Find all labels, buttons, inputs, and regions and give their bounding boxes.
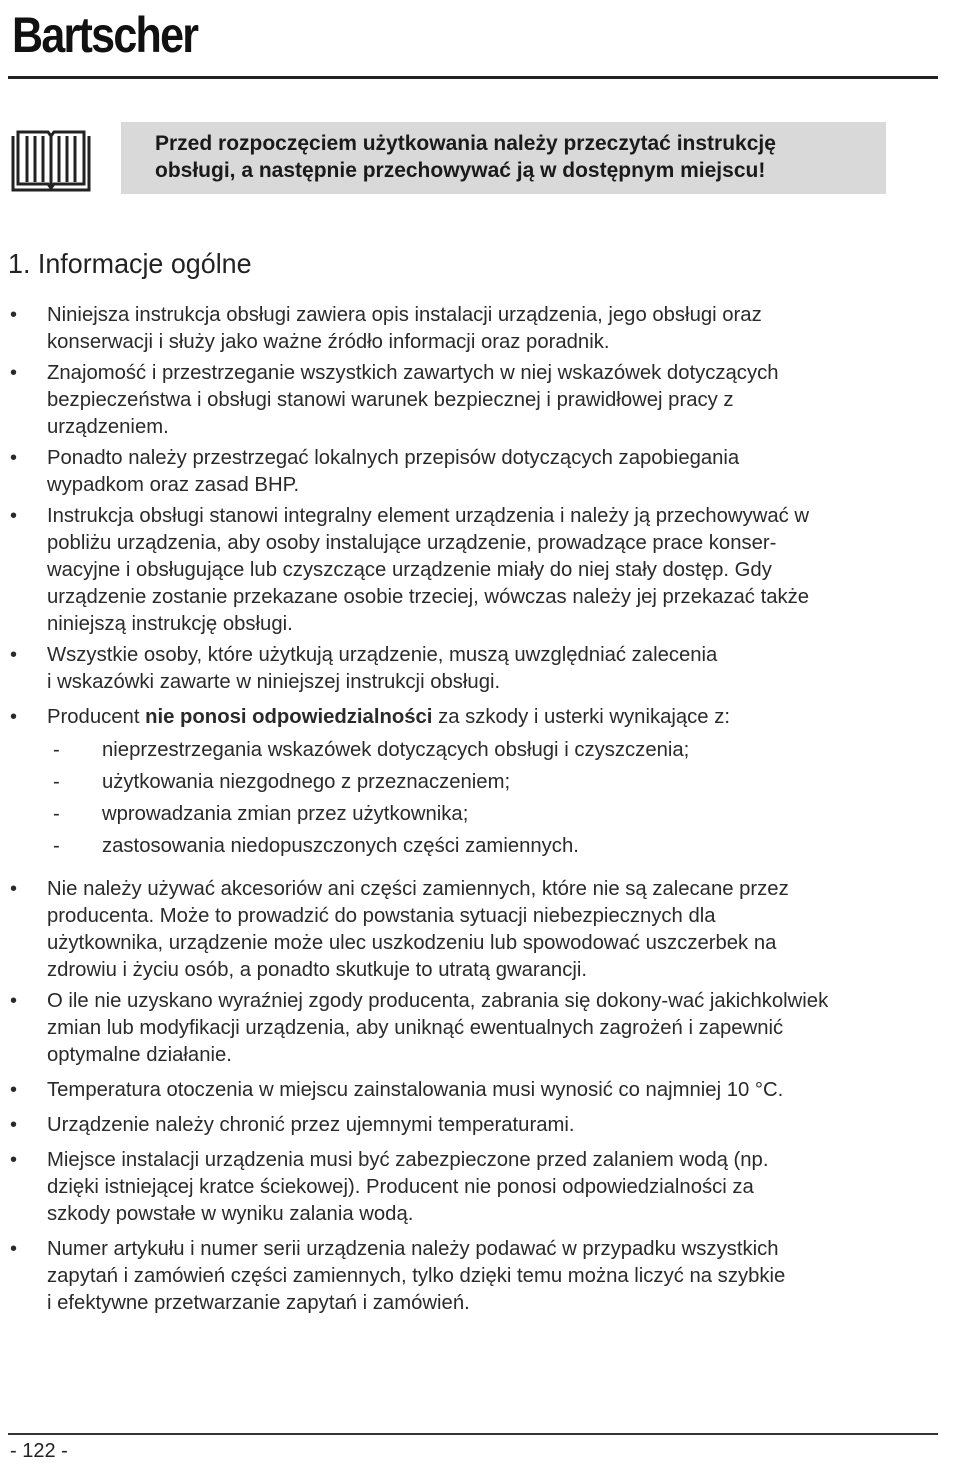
list-item-line: Instrukcja obsługi stanowi integralny element urządzenia i należy ją przechowywać w	[47, 505, 810, 527]
bullet-marker: •	[10, 990, 18, 1012]
list-item-line: Numer artykułu i numer serii urządzenia należy podawać w przypadku wszystkich	[47, 1238, 779, 1260]
dash-marker: -	[53, 739, 60, 761]
bullet-marker: •	[10, 1079, 18, 1101]
notice-line: obsługi, a następnie przechowywać ją w dostępnym miejscu!	[155, 159, 766, 182]
general-info-list	[0, 302, 960, 1317]
sub-list-item-text: wprowadzania zmian przez użytkownika;	[102, 803, 469, 825]
list-item	[0, 642, 960, 696]
bullet-marker: •	[10, 878, 18, 900]
list-item-line: i wskazówki zawarte w niniejszej instrukcji obsługi.	[47, 671, 501, 693]
list-item-line: wypadkom oraz zasad BHP.	[47, 474, 300, 496]
list-item	[0, 1112, 960, 1139]
book-icon	[10, 126, 92, 194]
list-item-line: użytkownika, urządzenie może ulec uszkodzeniu lub spowodować uszczerbek na	[47, 932, 777, 954]
notice-line: Przed rozpoczęciem użytkowania należy przeczytać instrukcję	[155, 132, 776, 155]
sub-list-item	[0, 801, 960, 828]
header-divider	[8, 76, 938, 79]
page-number: - 122 -	[10, 1440, 68, 1462]
bullet-marker: •	[10, 505, 18, 527]
sub-list-item-text: nieprzestrzegania wskazówek dotyczących obsługi i czyszczenia;	[102, 739, 690, 761]
list-item-line: bezpieczeństwa i obsługi stanowi warunek bezpiecznej i prawidłowej pracy z	[47, 389, 734, 411]
bullet-marker: •	[10, 644, 18, 666]
list-item-line: wacyjne i obsługujące lub czyszczące urządzenie miały do niej stały dostęp. Gdy	[47, 559, 772, 581]
list-item-line: urządzeniem.	[47, 416, 169, 438]
list-item-line: i efektywne przetwarzanie zapytań i zamówień.	[47, 1292, 470, 1314]
list-item	[0, 1077, 960, 1104]
list-item-line: niniejszą instrukcję obsługi.	[47, 613, 293, 635]
brand-logo: Bartscher	[12, 7, 198, 63]
list-item-line: zmian lub modyfikacji urządzenia, aby uniknąć ewentualnych zagrożeń i zapewnić	[47, 1017, 784, 1039]
list-item	[0, 1236, 960, 1317]
emphasis-text: nie ponosi odpowiedzialności	[145, 706, 433, 728]
list-item-line: dzięki istniejącej kratce ściekowej). Producent nie ponosi odpowiedzialności za	[47, 1176, 754, 1198]
list-item-line: urządzenie zostanie przekazane osobie trzeciej, wówczas należy jej przekazać także	[47, 586, 810, 608]
list-item	[0, 704, 960, 731]
list-item-line: zdrowiu i życiu osób, a ponadto skutkuje to utratą gwarancji.	[47, 959, 587, 981]
list-item-line: Znajomość i przestrzeganie wszystkich zawartych w niej wskazówek dotyczących	[47, 362, 779, 384]
sub-list-item-text: zastosowania niedopuszczonych części zamiennych.	[102, 835, 579, 857]
list-item-line: szkody powstałe w wyniku zalania wodą.	[47, 1203, 414, 1225]
list-item-text: za szkody i usterki wynikające z:	[432, 706, 731, 728]
list-item-line: konserwacji i służy jako ważne źródło informacji oraz poradnik.	[47, 331, 610, 353]
sub-list-item-text: użytkowania niezgodnego z przeznaczeniem;	[102, 771, 511, 793]
bullet-marker: •	[10, 362, 18, 384]
list-item-line: Wszystkie osoby, które użytkują urządzenie, muszą uwzględniać zalecenia	[47, 644, 718, 666]
bullet-marker: •	[10, 706, 18, 728]
footer-divider	[8, 1433, 938, 1435]
bullet-marker: •	[10, 1149, 18, 1171]
list-item	[0, 1147, 960, 1228]
bullet-marker: •	[10, 447, 18, 469]
list-item-line	[47, 704, 960, 731]
list-item-line: O ile nie uzyskano wyraźniej zgody producenta, zabrania się dokony-wać jakichkolwiek	[47, 990, 829, 1012]
sub-list-item	[0, 769, 960, 796]
list-item-line: Niniejsza instrukcja obsługi zawiera opis instalacji urządzenia, jego obsługi oraz	[47, 304, 762, 326]
list-item-line: Nie należy używać akcesoriów ani części zamiennych, które nie są zalecane przez	[47, 878, 789, 900]
section-title: 1. Informacje ogólne	[8, 248, 252, 279]
bullet-marker: •	[10, 304, 18, 326]
dash-marker: -	[53, 803, 60, 825]
bullet-marker: •	[10, 1238, 18, 1260]
list-item-line: optymalne działanie.	[47, 1044, 232, 1066]
list-item-line: Urządzenie należy chronić przez ujemnymi temperaturami.	[47, 1114, 575, 1136]
list-item-text: Producent	[47, 706, 146, 728]
bullet-marker: •	[10, 1114, 18, 1136]
list-item	[0, 503, 960, 638]
dash-marker: -	[53, 835, 60, 857]
sub-list-item	[0, 737, 960, 764]
list-item-line: producenta. Może to prowadzić do powstania sytuacji niebezpiecznych dla	[47, 905, 716, 927]
sub-list-item	[0, 833, 960, 860]
list-item-line: Ponadto należy przestrzegać lokalnych przepisów dotyczących zapobiegania	[47, 447, 740, 469]
list-item-line: Miejsce instalacji urządzenia musi być zabezpieczone przed zalaniem wodą (np.	[47, 1149, 769, 1171]
list-item	[0, 360, 960, 441]
list-item	[0, 302, 960, 356]
list-item	[0, 988, 960, 1069]
list-item	[0, 445, 960, 499]
list-item-line: Temperatura otoczenia w miejscu zainstalowania musi wynosić co najmniej 10 °C.	[47, 1079, 784, 1101]
list-item	[0, 876, 960, 984]
dash-marker: -	[53, 771, 60, 793]
list-item-line: pobliżu urządzenia, aby osoby instalujące urządzenie, prowadzące prace konser-	[47, 532, 777, 554]
list-item-line: zapytań i zamówień części zamiennych, tylko dzięki temu można liczyć na szybkie	[47, 1265, 786, 1287]
notice-box	[121, 122, 886, 194]
